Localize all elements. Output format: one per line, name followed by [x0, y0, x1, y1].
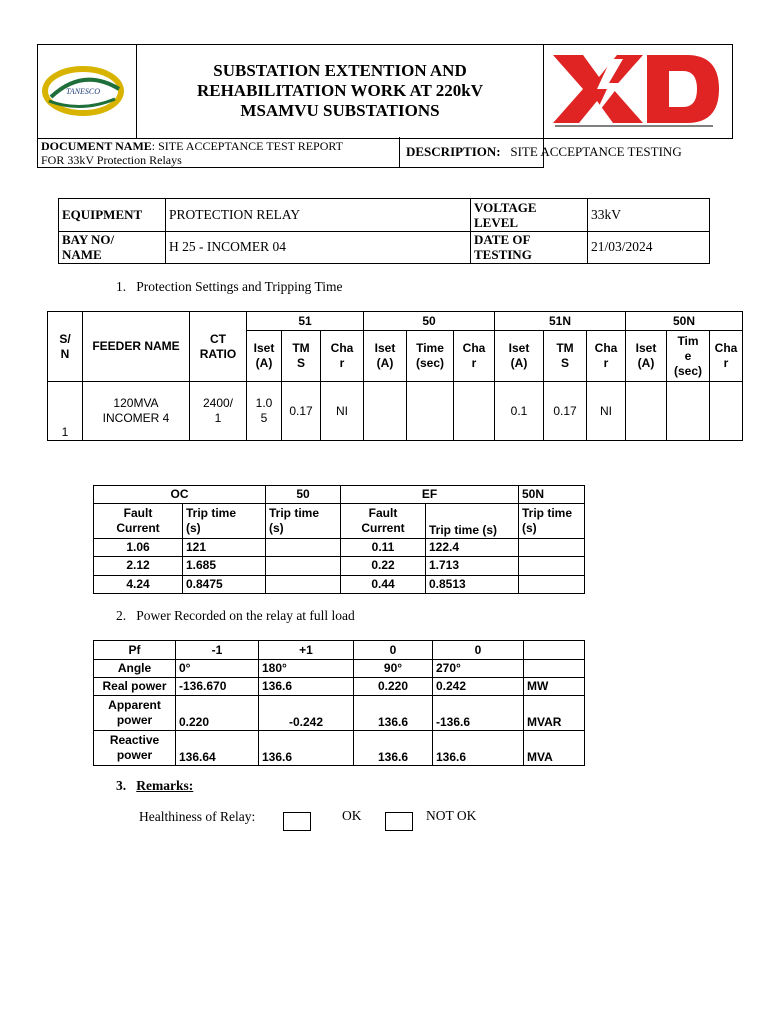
sub-header: Cha r [454, 331, 495, 382]
document-header [37, 44, 733, 168]
trip-time-cell [519, 539, 585, 557]
value-cell: 90° [354, 660, 433, 678]
sub-header: Trip time (s) [183, 504, 266, 539]
value-cell: 0° [176, 660, 259, 678]
pf-value-header: 0 [354, 641, 433, 660]
voltage-label: VOLTAGE LEVEL [471, 199, 588, 232]
time-50-cell [407, 382, 454, 441]
table-row [94, 696, 585, 731]
sub-header: Cha r [321, 331, 364, 382]
table-row [94, 678, 585, 696]
ok-checkbox[interactable] [283, 812, 311, 831]
group-51-header: 51 [247, 312, 364, 331]
group-51n-header: 51N [495, 312, 626, 331]
sub-header: Trip time (s) [519, 504, 585, 539]
description-cell: DESCRIPTION: SITE ACCEPTANCE TESTING [399, 137, 733, 168]
table-row [94, 575, 585, 593]
healthiness-label: Healthiness of Relay: [139, 809, 256, 824]
table-row [94, 731, 585, 766]
group-50n-header: 50N [519, 486, 585, 504]
sub-header: Iset (A) [495, 331, 544, 382]
document-name: DOCUMENT NAME: SITE ACCEPTANCE TEST REPORT FOR 33kV Protection Relays [38, 138, 544, 167]
value-cell: 180° [259, 660, 354, 678]
xd-logo [544, 45, 733, 139]
trip-time-cell [266, 539, 341, 557]
tms-51-cell: 0.17 [282, 382, 321, 441]
value-cell: 0.220 [176, 696, 259, 731]
value-cell: 270° [433, 660, 524, 678]
power-recorded-table [93, 640, 585, 765]
char-51-cell: NI [321, 382, 364, 441]
equipment-table [58, 198, 710, 264]
date-label: DATE OF TESTING [471, 231, 588, 264]
fault-current-cell: 0.44 [341, 575, 426, 593]
unit-header [524, 641, 585, 660]
value-cell: -136.6 [433, 696, 524, 731]
unit-cell: MW [524, 678, 585, 696]
sub-header: Trip time (s) [426, 504, 519, 539]
trip-time-cell: 0.8513 [426, 575, 519, 593]
value-cell: 0.220 [354, 678, 433, 696]
pf-value-header: +1 [259, 641, 354, 660]
section-1-heading: 1. Protection Settings and Tripping Time [116, 279, 343, 294]
sn-cell: 1 [48, 382, 83, 441]
protection-settings-table [47, 311, 743, 441]
group-ef-header: EF [341, 486, 519, 504]
time-50n-cell [667, 382, 710, 441]
trip-time-cell [519, 557, 585, 575]
voltage-value: 33kV [588, 199, 710, 232]
value-cell: 136.6 [354, 696, 433, 731]
equipment-value: PROTECTION RELAY [166, 199, 471, 232]
equipment-label: EQUIPMENT [59, 199, 166, 232]
value-cell: 136.6 [259, 678, 354, 696]
fault-current-cell: 0.11 [341, 539, 426, 557]
sub-header: Tim e (sec) [667, 331, 710, 382]
group-50-header: 50 [364, 312, 495, 331]
row-label: Angle [94, 660, 176, 678]
row-label: Real power [94, 678, 176, 696]
value-cell: 0.242 [433, 678, 524, 696]
char-50-cell [454, 382, 495, 441]
row-label: Apparent power [94, 696, 176, 731]
unit-cell: MVAR [524, 696, 585, 731]
iset-51n-cell: 0.1 [495, 382, 544, 441]
trip-time-cell [519, 575, 585, 593]
unit-cell: MVA [524, 731, 585, 766]
trip-time-cell [266, 557, 341, 575]
value-cell: 136.64 [176, 731, 259, 766]
sub-header: Fault Current [341, 504, 426, 539]
char-50n-cell [710, 382, 743, 441]
sub-header: TM S [544, 331, 587, 382]
table-row [94, 557, 585, 575]
not-ok-checkbox[interactable] [385, 812, 413, 831]
date-value: 21/03/2024 [588, 231, 710, 264]
pf-value-header: -1 [176, 641, 259, 660]
sub-header: Trip time (s) [266, 504, 341, 539]
document-title: SUBSTATION EXTENTION AND REHABILITATION WORK AT 220kV MSAMVU SUBSTATIONS [137, 45, 544, 139]
pf-value-header: 0 [433, 641, 524, 660]
iset-50-cell [364, 382, 407, 441]
sub-header: TM S [282, 331, 321, 382]
xd-logo-icon [547, 49, 723, 129]
not-ok-label: NOT OK [426, 808, 477, 823]
value-cell: 136.6 [354, 731, 433, 766]
feeder-cell: 120MVA INCOMER 4 [83, 382, 190, 441]
svg-text:TANESCO: TANESCO [65, 86, 101, 96]
group-oc-header: OC [94, 486, 266, 504]
fault-current-cell: 1.06 [94, 539, 183, 557]
fault-current-cell: 0.22 [341, 557, 426, 575]
trip-time-cell: 1.685 [183, 557, 266, 575]
sn-header: S/ N [48, 312, 83, 382]
bay-label: BAY NO/ NAME [59, 231, 166, 264]
ok-label: OK [342, 808, 362, 823]
trip-time-cell: 121 [183, 539, 266, 557]
tms-51n-cell: 0.17 [544, 382, 587, 441]
sub-header: Cha r [710, 331, 743, 382]
table-row [48, 382, 743, 441]
fault-current-cell: 2.12 [94, 557, 183, 575]
trip-time-cell [266, 575, 341, 593]
table-row [94, 539, 585, 557]
table-row [94, 660, 585, 678]
ct-cell: 2400/ 1 [190, 382, 247, 441]
bay-value: H 25 - INCOMER 04 [166, 231, 471, 264]
ct-header: CT RATIO [190, 312, 247, 382]
sub-header: Iset (A) [364, 331, 407, 382]
section-3-heading: 3. Remarks: [116, 778, 194, 793]
value-cell: 136.6 [259, 731, 354, 766]
sub-header: Cha r [587, 331, 626, 382]
trip-time-cell: 122.4 [426, 539, 519, 557]
group-50-header: 50 [266, 486, 341, 504]
sub-header: Iset (A) [247, 331, 282, 382]
sub-header: Iset (A) [626, 331, 667, 382]
trip-time-cell: 0.8475 [183, 575, 266, 593]
unit-cell [524, 660, 585, 678]
iset-51-cell: 1.0 5 [247, 382, 282, 441]
feeder-header: FEEDER NAME [83, 312, 190, 382]
iset-50n-cell [626, 382, 667, 441]
fault-trip-table [93, 485, 585, 594]
value-cell: 136.6 [433, 731, 524, 766]
trip-time-cell: 1.713 [426, 557, 519, 575]
value-cell: -0.242 [259, 696, 354, 731]
char-51n-cell: NI [587, 382, 626, 441]
tanesco-logo-icon [41, 59, 125, 119]
value-cell: -136.670 [176, 678, 259, 696]
pf-header: Pf [94, 641, 176, 660]
sub-header: Fault Current [94, 504, 183, 539]
group-50n-header: 50N [626, 312, 743, 331]
sub-header: Time (sec) [407, 331, 454, 382]
section-2-heading: 2. Power Recorded on the relay at full load [116, 608, 355, 623]
tanesco-logo [38, 45, 137, 139]
row-label: Reactive power [94, 731, 176, 766]
fault-current-cell: 4.24 [94, 575, 183, 593]
